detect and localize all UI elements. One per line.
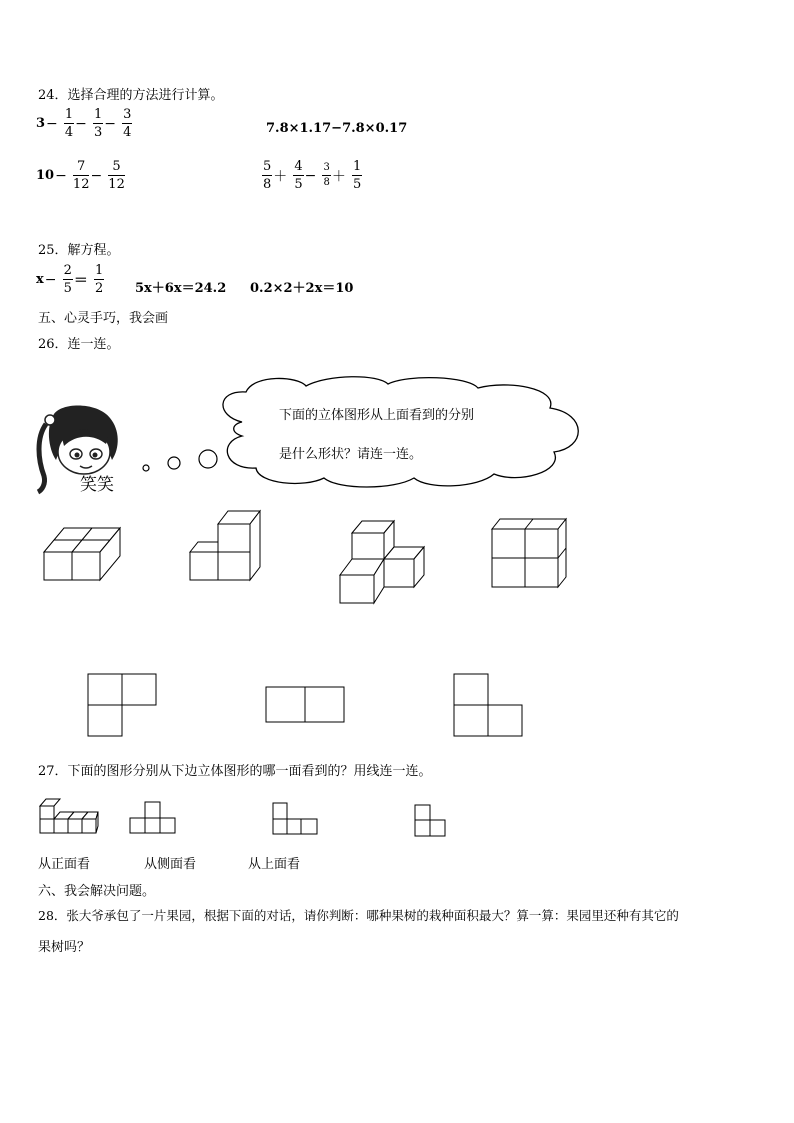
fraction: $\frac{3}{8}$ (323, 162, 330, 188)
q24-expr-4: $\frac{5}{8}$ ＋ $\frac{4}{5}$ − $\frac{3}{8}$ ＋ $\frac{1}{5}$ (263, 159, 362, 192)
fraction: $\frac{7}{12}$ (72, 159, 90, 192)
fraction: $\frac{5}{12}$ (108, 159, 125, 192)
solid-figure-2 (188, 507, 268, 583)
q28-line-1: 28．张大爷承包了一片果园，根据下面的对话，请你判断：哪种果树的栽种面积最大？算一算：果园里还种有其它的 (38, 908, 679, 923)
q24-expr-1: 3− $\frac{1}{4}$ − $\frac{1}{3}$ − $\frac{3}{4}$ (36, 107, 132, 140)
q27-view-1 (128, 800, 178, 836)
top-view-shape-1 (86, 672, 158, 738)
fraction: $\frac{4}{5}$ (294, 159, 303, 192)
q27-solid-figure (38, 796, 102, 836)
q27-label-side: 从侧面看 (144, 857, 197, 872)
q25-eq-2: 5x＋6x＝24.2 (135, 281, 227, 296)
solid-figure-1 (40, 520, 130, 585)
q27-title: 27．下面的图形分别从下边立体图形的哪一面看到的？用线连一连。 (38, 764, 432, 779)
girl-name: 笑笑 (80, 475, 114, 495)
q25-eq-3: 0.2×2＋2x＝10 (250, 281, 354, 296)
q27-label-front: 从正面看 (38, 857, 91, 872)
thought-bubble (138, 380, 588, 490)
q24-title: 24．选择合理的方法进行计算。 (38, 88, 224, 103)
q25-title: 25．解方程。 (38, 243, 120, 258)
solid-figure-4 (490, 517, 570, 589)
top-view-shape-2 (264, 685, 348, 725)
section-5-heading: 五、心灵手巧，我会画 (38, 311, 169, 326)
q27-view-2 (270, 800, 322, 836)
q27-view-3 (412, 802, 450, 840)
fraction: $\frac{1}{2}$ (94, 263, 104, 296)
fraction: $\frac{1}{5}$ (352, 159, 362, 192)
fraction: $\frac{5}{8}$ (263, 159, 272, 192)
section-6-heading: 六、我会解决问题。 (38, 884, 156, 899)
q24-expr-3: 10− $\frac{7}{12}$ − $\frac{5}{12}$ (36, 159, 125, 192)
q26-title: 26．连一连。 (38, 337, 120, 352)
q25-eq-1: x− $\frac{2}{5}$ ＝ $\frac{1}{2}$ (36, 263, 104, 296)
solid-figure-3 (338, 517, 433, 607)
q28-line-2: 果树吗？ (38, 940, 91, 955)
bubble-line-1: 下面的立体图形从上面看到的分别 (279, 408, 475, 423)
fraction: $\frac{1}{3}$ (93, 107, 103, 140)
top-view-shape-3 (452, 672, 526, 738)
q27-label-top: 从上面看 (248, 857, 301, 872)
bubble-line-2: 是什么形状？请连一连。 (279, 447, 423, 462)
fraction: $\frac{1}{4}$ (64, 107, 74, 140)
q24-expr-2: 7.8×1.17−7.8×0.17 (266, 121, 408, 136)
fraction: $\frac{2}{5}$ (63, 263, 72, 296)
fraction: $\frac{3}{4}$ (123, 107, 132, 140)
